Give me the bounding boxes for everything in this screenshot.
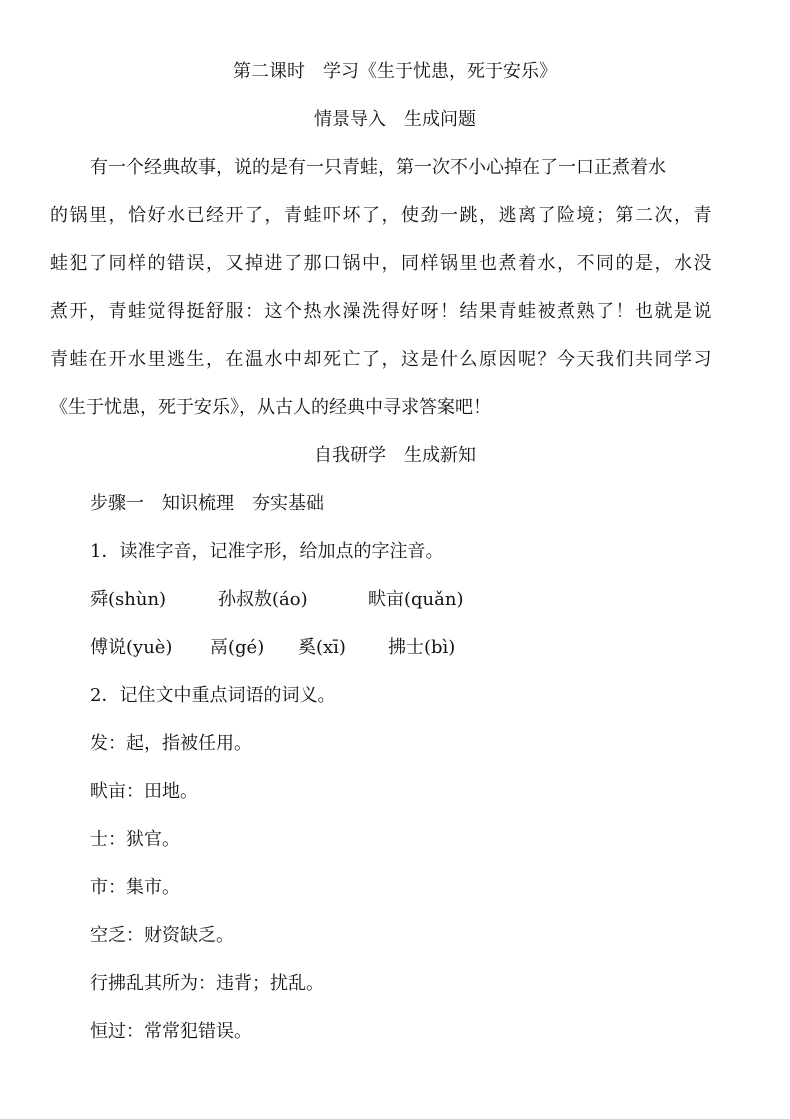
pinyin-item: 畎亩(quǎn): [368, 589, 464, 610]
intro-line: 的锅里，恰好水已经开了，青蛙吓坏了，使劲一跳，逃离了险境；第二次，青: [50, 205, 713, 226]
definition-item: 士：狱官。: [90, 829, 180, 850]
step-heading: 步骤一 知识梳理 夯实基础: [90, 493, 324, 514]
pinyin-item: 舜(shùn): [90, 589, 167, 610]
pinyin-item: 奚(xī): [298, 637, 346, 658]
page-title: 第二课时 学习《生于忧患，死于安乐》: [233, 61, 557, 82]
intro-line: 有一个经典故事，说的是有一只青蛙，第一次不小心掉在了一口正煮着水: [90, 157, 666, 178]
pinyin-item: 孙叔敖(áo): [218, 589, 308, 610]
section-heading-self-study: 自我研学 生成新知: [314, 445, 476, 466]
definition-item: 畎亩：田地。: [90, 781, 198, 802]
definition-item: 空乏：财资缺乏。: [90, 925, 234, 946]
definition-item: 行拂乱其所为：违背；扰乱。: [90, 973, 324, 994]
intro-line: 蛙犯了同样的错误，又掉进了那口锅中，同样锅里也煮着水，不同的是，水没: [50, 253, 713, 274]
section-heading-intro: 情景导入 生成问题: [314, 109, 476, 130]
pinyin-item: 傅说(yuè): [90, 637, 173, 658]
definition-item: 恒过：常常犯错误。: [90, 1021, 252, 1042]
question-2: 2．记住文中重点词语的词义。: [90, 685, 336, 706]
definition-item: 发：起，指被任用。: [90, 733, 252, 754]
intro-line: 《生于忧患，死于安乐》，从古人的经典中寻求答案吧！: [50, 397, 491, 418]
intro-line: 青蛙在开水里逃生，在温水中却死亡了，这是什么原因呢？今天我们共同学习: [50, 349, 713, 370]
pinyin-item: 鬲(gé): [210, 637, 265, 658]
intro-line: 煮开，青蛙觉得挺舒服：这个热水澡洗得好呀！结果青蛙被煮熟了！也就是说: [50, 301, 713, 322]
definition-item: 市：集市。: [90, 877, 180, 898]
question-1: 1．读准字音，记准字形，给加点的字注音。: [90, 541, 444, 562]
pinyin-item: 拂士(bì): [388, 637, 456, 658]
